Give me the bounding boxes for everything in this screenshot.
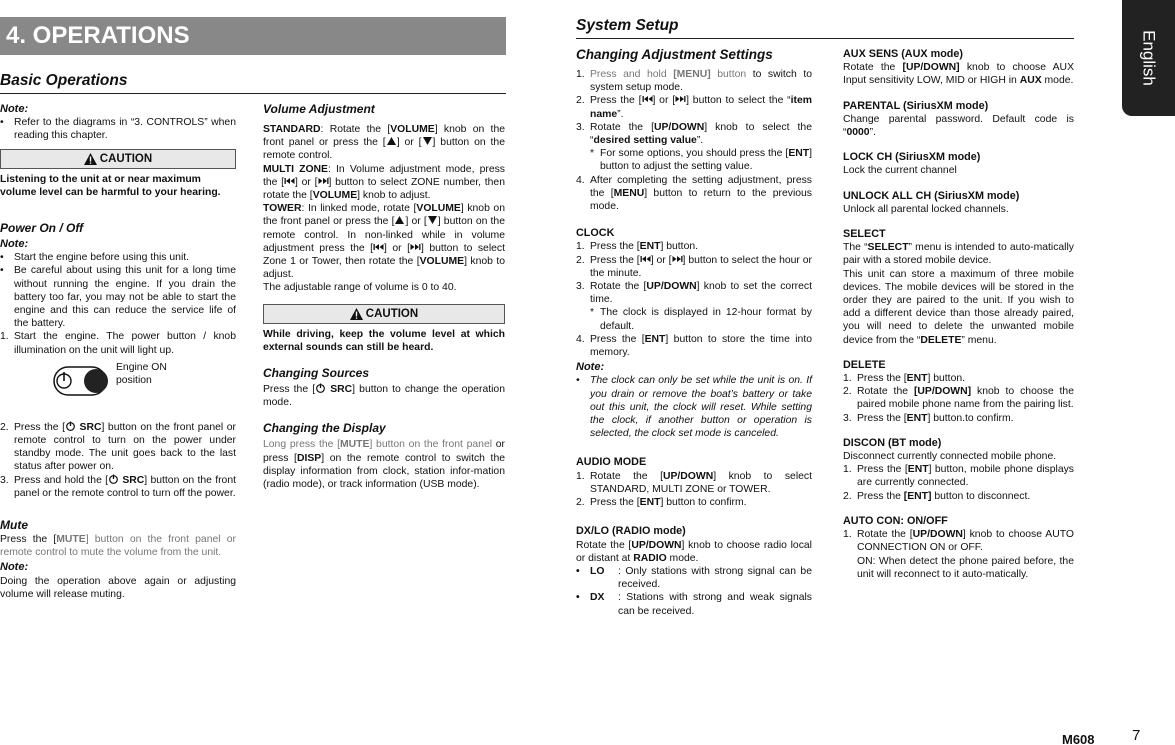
audio-step-1: 1. Rotate the [UP/DOWN] knob to select STANDARD, MULTI ZONE or TOWER. [576, 470, 812, 495]
setup-step-1: 1. Press and hold [MENU] button to switch to system setup mode. [576, 69, 812, 94]
setup-step-3: 3. Rotate the [UP/DOWN] knob to select the “desired setting value”. [576, 121, 812, 147]
language-tab [1122, 0, 1175, 116]
caution-box: CAUTION [0, 149, 236, 169]
delete-step-3: 3. Press the [ENT] button.to confirm. [843, 412, 1014, 424]
section-title-system-setup: System Setup [576, 17, 1074, 39]
warning-icon [84, 153, 97, 165]
select-text-1: The “SELECT” menu is intended to auto-matically pair with a stored mobile device. [843, 242, 1074, 267]
engine-on-label: Engine ON position [116, 361, 167, 387]
sources-title: Changing Sources [263, 366, 370, 381]
parental-text: Change parental password. Default code is “0000”. [843, 113, 1074, 139]
aux-sens-title: AUX SENS (AUX mode) [843, 48, 963, 60]
aux-sens-text: Rotate the [UP/DOWN] knob to choose AUX Input sensitivity LOW, MID or HIGH in AUX mode. [843, 62, 1074, 87]
power-note-label: Note: [0, 238, 29, 251]
down-arrow-icon [422, 136, 433, 146]
column-basic-operations [0, 101, 236, 601]
note-bullet: • Refer to the diagrams in “3. CONTROLS” when reading this chapter. [0, 117, 236, 142]
discon-title: DISCON (BT mode) [843, 436, 942, 449]
audio-mode-title: AUDIO MODE [576, 456, 647, 469]
next-track-icon [318, 176, 329, 186]
prev-track-icon [640, 254, 651, 264]
mute-note-text: Doing the operation above again or adjusting volume will release muting. [0, 575, 236, 600]
mute-note-label: Note: [0, 561, 29, 574]
audio-step-2: 2. Press the [ENT] button to confirm. [576, 497, 747, 509]
power-step-3: 3. Press and hold the [ SRC] button on the front panel or the remote control to turn off the power. [0, 474, 237, 499]
discon-step-1: 1. Press the [ENT] button, mobile phone displays are currently connected. [843, 464, 1074, 489]
select-title: SELECT [843, 228, 886, 241]
dxlo-title: DX/LO (RADIO mode) [576, 525, 686, 538]
volume-title: Volume Adjustment [263, 102, 375, 116]
up-arrow-icon [394, 215, 405, 225]
clock-note-text: • The clock can only be set while the unit is on. If you drain or remove the boat’s battery or take out this unit, the clock will reset. While setting the clock, if another button or operation is selected, the clock set mode is canceled. [576, 375, 812, 440]
power-icon [108, 474, 119, 484]
next-track-icon [672, 254, 683, 264]
dxlo-text: Rotate the [UP/DOWN] knob to choose radio local or distant at RADIO mode. [576, 539, 812, 564]
page-number: 7 [1132, 727, 1141, 744]
setup-step-4: 4. After completing the setting adjustment, press the [MENU] button to return to the previous mode. [576, 174, 813, 213]
column-system-setup [576, 37, 812, 618]
select-text-2: This unit can store a maximum of three mobile devices. The mobile devices will be stored in the order they are paired to the unit. If you wish to add a different device than those already paired, you will need to delete the unwanted mobile device from the “DELETE” menu. [843, 268, 1074, 346]
clock-step-3: 3. Rotate the [UP/DOWN] knob to set the correct time. [576, 281, 812, 306]
power-bullet-1: • Start the engine before using this unit. [0, 252, 190, 264]
delete-title: DELETE [843, 358, 886, 371]
dxlo-lo-item: • LO : Only stations with strong signal can be received. [576, 565, 812, 591]
discon-step-2: 2. Press the [ENT] button to disconnect. [843, 490, 1031, 502]
caution-text: Listening to the unit at or near maximum volume level can be harmful to your hearing. [0, 173, 221, 198]
engine-on-figure [52, 361, 236, 401]
clock-step-1: 1. Press the [ENT] button. [576, 241, 699, 253]
power-title: Power On / Off [0, 221, 84, 236]
setup-step-2: 2. Press the [ ] or [ ] button to select the “item name”. [576, 95, 812, 120]
clock-step-2: 2. Press the [ ] or [ ] button to select the hour or the minute. [576, 254, 813, 279]
delete-step-2: 2. Rotate the [UP/DOWN] knob to choose the paired mobile phone name from the pairing list. [843, 386, 1074, 411]
prev-track-icon [642, 94, 653, 104]
power-step-2: 2. Press the [ SRC] button on the front panel or remote control to turn on the power under standby mode. The unit goes back to the last status after power on. [0, 421, 236, 473]
auto-con-title: AUTO CON: ON/OFF [843, 514, 948, 527]
delete-step-1: 1. Press the [ENT] button. [843, 373, 966, 385]
volume-range: The adjustable range of volume is 0 to 40. [263, 282, 457, 294]
dxlo-dx-item: • DX : Stations with strong and weak signals can be received. [576, 592, 812, 617]
language-tab-label: English [1139, 30, 1159, 86]
lock-ch-text: Lock the current channel [843, 165, 957, 177]
caution-box: CAUTION [263, 304, 505, 324]
chapter-title-bar: 4. OPERATIONS [0, 17, 506, 55]
display-text: Long press the [MUTE] button on the front panel or press [DISP] on the remote control to switch the display information from clock, station infor-mation (radio mode), or track information (USB mode). [263, 439, 505, 491]
prev-track-icon [373, 242, 384, 252]
clock-step-4: 4. Press the [ENT] button to store the time into memory. [576, 333, 812, 359]
clock-title: CLOCK [576, 227, 615, 240]
mute-text: Press the [MUTE] button on the front panel or remote control to mute the volume from the unit. [0, 534, 236, 559]
mute-title: Mute [0, 518, 28, 533]
warning-icon [350, 308, 363, 320]
power-knob-icon [52, 361, 108, 401]
sources-text: Press the [ SRC] button to change the operation mode. [263, 384, 505, 409]
next-track-icon [410, 242, 421, 252]
up-arrow-icon [386, 136, 397, 146]
power-icon [65, 421, 76, 431]
column-volume-sources [263, 92, 505, 491]
next-track-icon [675, 94, 686, 104]
power-bullet-2: • Be careful about using this unit for a long time without running the engine. If you drain the battery too far, you may not be able to start the engine and this can reduce the service life of the battery. [0, 265, 236, 330]
power-icon [315, 383, 326, 393]
parental-title: PARENTAL (SiriusXM mode) [843, 99, 989, 112]
volume-standard: STANDARD: Rotate the [VOLUME] knob on the front panel or press the [ ] or [ ] button on the remote control. [263, 124, 505, 162]
adjustment-settings-title: Changing Adjustment Settings [576, 47, 773, 62]
prev-track-icon [284, 176, 295, 186]
display-title: Changing the Display [263, 421, 386, 436]
clock-step-3-note: * The clock is displayed in 12-hour format by default. [590, 307, 812, 332]
unlock-all-text: Unlock all parental locked channels. [843, 203, 1009, 215]
column-system-setup-continued [843, 48, 1074, 581]
caution-text: While driving, keep the volume level at which external sounds can still be heard. [263, 328, 505, 353]
unlock-all-title: UNLOCK ALL CH (SiriusXM mode) [843, 189, 1020, 202]
section-title-basic-operations: Basic Operations [0, 72, 506, 94]
setup-step-3-note: * For some options, you should press the [ENT] button to adjust the setting value. [590, 148, 812, 173]
power-step-1: 1. Start the engine. The power button / knob illumination on the unit will light up. [0, 331, 236, 356]
discon-text: Disconnect currently connected mobile phone. [843, 451, 1057, 463]
clock-note-label: Note: [576, 361, 605, 374]
down-arrow-icon [427, 215, 438, 225]
auto-con-step-1: 1. Rotate the [UP/DOWN] knob to choose AUTO CONNECTION ON or OFF. ON: When detect the phone paired before, the unit will reconnect to it auto-matically. [843, 529, 1074, 580]
note-label: Note: [0, 103, 29, 115]
volume-tower: TOWER: In linked mode, rotate [VOLUME] knob on the front panel or press the [ ] or [ ] button on the remote control. In non-linked while in volume adjustment press the [ ] or [ ] button to select Zone 1 or Tower, then rotate the [VOLUME] knob to adjust. [263, 203, 506, 281]
lock-ch-title: LOCK CH (SiriusXM mode) [843, 151, 981, 164]
model-number: M608 [1062, 732, 1095, 745]
volume-multi-zone: MULTI ZONE: In Volume adjustment mode, press the [ ] or [ ] button to select ZONE number, then rotate the [VOLUME] knob to adjust. [263, 163, 506, 202]
